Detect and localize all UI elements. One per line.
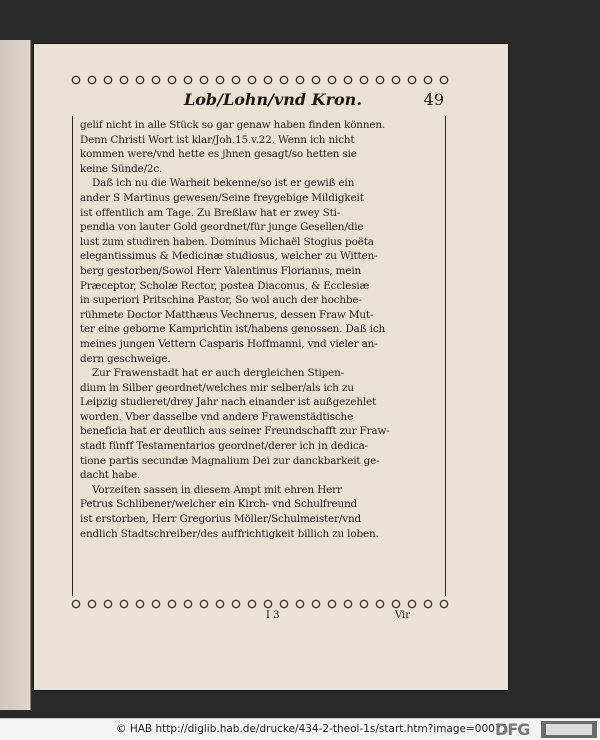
text-line: ist erstorben, Herr Gregorius Möller/Schulmeister/vnd xyxy=(80,513,361,526)
signature-mark: I 3 xyxy=(266,610,280,621)
text-line: berg gestorben/Sowol Herr Valentinus Florianus, mein xyxy=(80,264,362,277)
bottom-ornament-border xyxy=(68,598,452,610)
partner-logo-icon xyxy=(541,721,597,738)
page-number: 49 xyxy=(423,90,444,109)
text-line: ist offentlich am Tage. Zu Breßlaw hat er zwey Sti- xyxy=(80,206,341,219)
text-line: Petrus Schlibener/welcher ein Kirch- vnd Schulfreund xyxy=(80,498,358,511)
text-line: tione partis secundæ Magnalium Dei zur danckbarkeit ge- xyxy=(80,454,380,467)
text-line: dium in Silber geordnet/welches mir selber/als ich zu xyxy=(80,381,354,394)
page-header xyxy=(74,90,444,112)
catchword: Vir xyxy=(394,610,410,621)
text-line: rühmete Doctor Matthæus Vechnerus, dessen Fraw Mut- xyxy=(80,308,374,321)
text-line: in superiori Pritschina Pastor, So wol auch der hochbe- xyxy=(80,294,362,307)
text-line: lust zum studiren haben. Dominus Michaël Stogius poëta xyxy=(80,235,374,248)
text-line: worden. Vber dasselbe vnd andere Frawenstädtische xyxy=(80,410,354,423)
text-line: kommen were/vnd hette es jhnen gesagt/so hetten sie xyxy=(80,148,357,161)
text-line: ander S Martinus gewesen/Seine freygebige Mildigkeit xyxy=(80,191,364,204)
text-line: stadt fünff Testamentarios geordnet/derer ich in dedica- xyxy=(80,440,369,453)
source-url[interactable]: © HAB http://diglib.hab.de/drucke/434-2-theol-1s/start.htm?image=00071 xyxy=(116,723,509,735)
text-line: endlich Stadtschreiber/des auffrichtigkeit billich zu loben. xyxy=(80,527,379,540)
text-line: keine Sünde/2c. xyxy=(80,162,163,175)
text-line: Daß ich nu die Warheit bekenne/so ist er gewiß ein xyxy=(92,177,355,190)
page-footer xyxy=(34,610,418,626)
text-line: ter eine geborne Kamprichtin ist/habens genossen. Daß ich xyxy=(80,323,386,336)
text-line: Denn Christi Wort ist klar/Joh.15.v.22. Wenn ich nicht xyxy=(80,133,355,146)
running-title: Lob/Lohn/vnd Kron. xyxy=(184,90,362,109)
previous-page-edge xyxy=(0,40,31,710)
source-bar xyxy=(0,718,600,740)
text-line: Zur Frawenstadt hat er auch dergleichen Stipen- xyxy=(92,367,345,380)
scanned-page xyxy=(34,44,508,690)
text-line: elegantissimus & Medicinæ studiosus, welcher zu Witten- xyxy=(80,250,378,263)
body-text xyxy=(80,118,442,541)
text-line: meines jungen Vettern Casparis Hoffmanni, vnd vieler an- xyxy=(80,337,378,350)
text-line: dern geschweige. xyxy=(80,352,171,365)
text-line: Vorzeiten sassen in diesem Ampt mit ehren Herr xyxy=(92,483,342,496)
text-line: beneficia hat er deutlich aus seiner Freundschafft zur Fraw- xyxy=(80,425,390,438)
text-line: Præceptor, Scholæ Rector, postea Diaconus, & Ecclesiæ xyxy=(80,279,370,292)
text-line: pendia von lauter Gold geordnet/für junge Gesellen/die xyxy=(80,221,364,234)
text-line: dacht habe. xyxy=(80,469,141,482)
top-ornament-border xyxy=(68,74,452,86)
text-line: gelif nicht in alle Stück so gar genaw haben finden können. xyxy=(80,119,386,131)
dfg-logo: DFG xyxy=(495,720,530,739)
text-line: Leipzig studieret/drey Jahr nach einander ist außgezehlet xyxy=(80,396,377,409)
